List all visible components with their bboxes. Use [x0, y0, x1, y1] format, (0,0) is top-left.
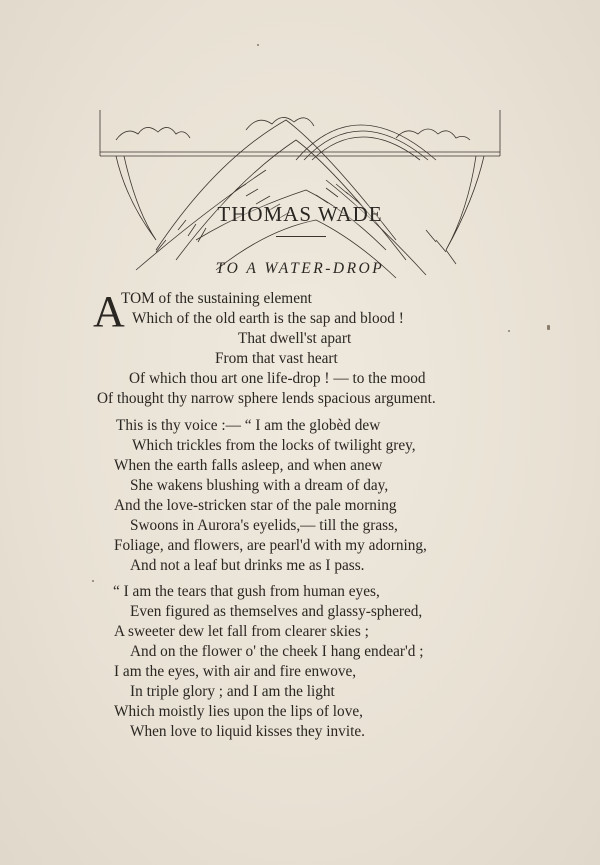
paper-speck	[508, 330, 510, 332]
poem-line: And the love-stricken star of the pale morning	[114, 497, 397, 514]
poem-line: From that vast heart	[215, 350, 338, 367]
poem-line: Which moistly lies upon the lips of love,	[114, 703, 363, 720]
poem-line: She wakens blushing with a dream of day,	[130, 477, 389, 494]
poem-line: Which of the old earth is the sap and blood !	[132, 310, 404, 327]
drop-cap: A	[93, 287, 125, 336]
heading-rule	[276, 236, 326, 237]
poem-line: “ I am the tears that gush from human eyes,	[113, 583, 380, 600]
poem-line: Even figured as themselves and glassy-sphered,	[130, 603, 423, 620]
author-heading: THOMAS WADE	[217, 202, 383, 226]
paper-speck	[92, 580, 94, 582]
poem-line: I am the eyes, with air and fire enwove,	[114, 663, 357, 680]
poem-line: When the earth falls asleep, and when anew	[114, 457, 383, 474]
poem-line: Which trickles from the locks of twilight grey,	[132, 437, 416, 454]
poem-line: Swoons in Aurora's eyelids,— till the grass,	[130, 517, 398, 534]
poem-line: TOM of the sustaining element	[121, 290, 312, 307]
poem-line: In triple glory ; and I am the light	[130, 683, 335, 700]
poem-line: And not a leaf but drinks me as I pass.	[130, 557, 365, 574]
poem-line: Foliage, and flowers, are pearl'd with my adorning,	[114, 537, 427, 554]
poem-line: And on the flower o' the cheek I hang endear'd ;	[130, 643, 424, 660]
poem-line: This is thy voice :— “ I am the globèd dew	[116, 417, 381, 434]
decorative-headpiece-engraving	[96, 100, 504, 280]
poem-line: A sweeter dew let fall from clearer skies ;	[114, 623, 369, 640]
poem-line: Of which thou art one life-drop ! — to the mood	[129, 370, 426, 387]
poem-line: That dwell'st apart	[238, 330, 352, 347]
paper-speck	[547, 325, 550, 330]
poem-line: When love to liquid kisses they invite.	[130, 723, 365, 740]
paper-speck	[257, 44, 259, 46]
poem-title: TO A WATER-DROP	[215, 260, 385, 277]
poem-line: Of thought thy narrow sphere lends spacious argument.	[97, 390, 436, 407]
